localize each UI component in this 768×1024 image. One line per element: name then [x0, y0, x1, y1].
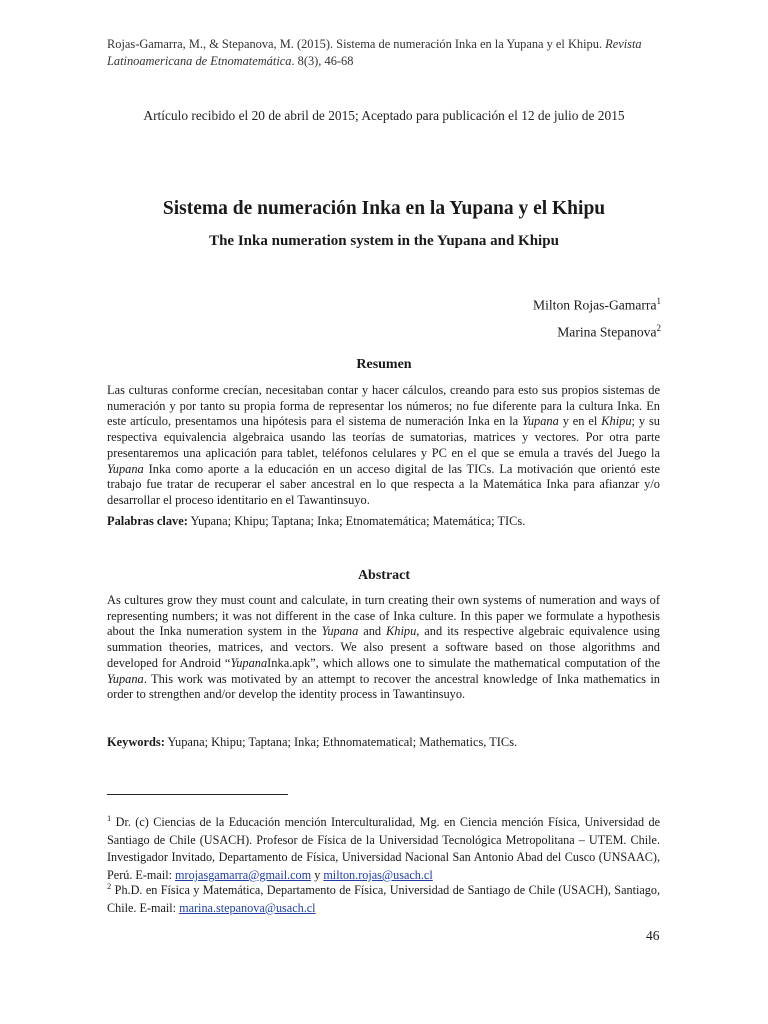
author-list — [533, 290, 661, 343]
footnote-mark-1: 1 — [656, 296, 661, 306]
email-link-mrojasgamarra[interactable]: mrojasgamarra@gmail.com — [175, 867, 312, 882]
abstract-heading: Abstract — [357, 568, 411, 583]
abstract-paragraph: As cultures grow they must count and calculate, in turn creating their own systems of numeration and ways of representing numbers; it was not different in the case of Inka culture. In this paper we formulate a hypothesis about the Inka numeration system in the Yupana and Khipu, and its respective algebraic equivalence using summation theories, matrices, and vectors. We also present a software based on those algorithms and developed for Android “YupanaInka.apk”, which allows one to simulate the mathematical computation of the Yupana. This work was motivated by an attempt to recover the ancestral knowledge of Inka mathematics in order to strengthen and/or develop the identity process in Tawantinsuyo. — [107, 593, 661, 702]
palabras-clave: Palabras clave: Yupana; Khipu; Taptana; Inka; Etnomatemática; Matemática; TICs. — [107, 514, 526, 528]
journal-name: Revista Latinoamericana de Etnomatemática — [107, 37, 642, 68]
author-2: Marina Stepanova$^2$ — [557, 322, 661, 340]
footnote-mark-2: 2 — [656, 322, 661, 333]
author-1: Milton Rojas-Gamarra$^1$ — [533, 296, 661, 313]
title-english: The Inka numeration system in the Yupana and Khipu — [209, 233, 559, 249]
email-link-milton-rojas[interactable]: milton.rojas@usach.cl — [323, 867, 433, 882]
title-spanish: Sistema de numeración Inka en la Yupana y el Khipu — [162, 198, 606, 219]
email-link-marina-stepanova[interactable]: marina.stepanova@usach.cl — [179, 900, 316, 915]
citation-text: Rojas-Gamarra, M., & Stepanova, M. (2015). Sistema de numeración Inka en la Yupana y el Khipu. — [107, 37, 606, 51]
keywords: Keywords: Yupana; Khipu; Taptana; Inka; Ethnomatematical; Mathematics, TICs. — [107, 735, 518, 749]
received-date-line: Artículo recibido el 20 de abril de 2015; Aceptado para publicación el 12 de julio de 2015 — [143, 108, 625, 123]
footnote-1: $^1$ Dr. (c) Ciencias de la Educación mención Interculturalidad, Mg. en Ciencia mención Física, Universidad de Santiago de Chile (USACH). Profesor de Física de la Universidad Tecnológica Metropolitana – UTEM. Chile. Investigador Invitado, Departamento de Física, Universidad Nacional San Antonio Abad del Cusco (UNSAAC), Perú. E-mail: mrojasgamarra@gmail.com y milton.rojas@usach.cl — [107, 813, 660, 882]
citation-header — [107, 36, 667, 70]
resumen-heading: Resumen — [356, 357, 412, 372]
footnote-2: $^2$ Ph.D. en Física y Matemática, Departamento de Física, Universidad de Santiago de Chile (USACH), Santiago, Chile. E-mail: marina.stepanova@usach.cl — [107, 881, 660, 915]
page-number: 46 — [646, 928, 660, 943]
footnote-separator — [107, 794, 288, 795]
citation-volume: . 8(3), 46-68 — [291, 54, 354, 68]
resumen-paragraph: Las culturas conforme crecían, necesitaban contar y hacer cálculos, creando para esto sus propios sistemas de numeración y por tanto su propia forma de representar los números; no fue diferente para la cultura Inka. En este artículo, presentamos una hipótesis para el sistema de numeración Inka en la Yupana y en el Khipu; y su respectiva equivalencia algebraica usando las teorías de sumatorias, matrices y vectores. Por otra parte presentaremos una aplicación para tablet, teléfonos celulares y PC en el que se emula a través del Juego la Yupana Inka como aporte a la educación en un acceso digital de las TICs. La motivación que orientó este trabajo fue tratar de recuperar el saber ancestral en lo que respecta a la Matemática Inka para afianzar y/o desarrollar el proceso identitario en el Tawantinsuyo. — [107, 383, 660, 507]
